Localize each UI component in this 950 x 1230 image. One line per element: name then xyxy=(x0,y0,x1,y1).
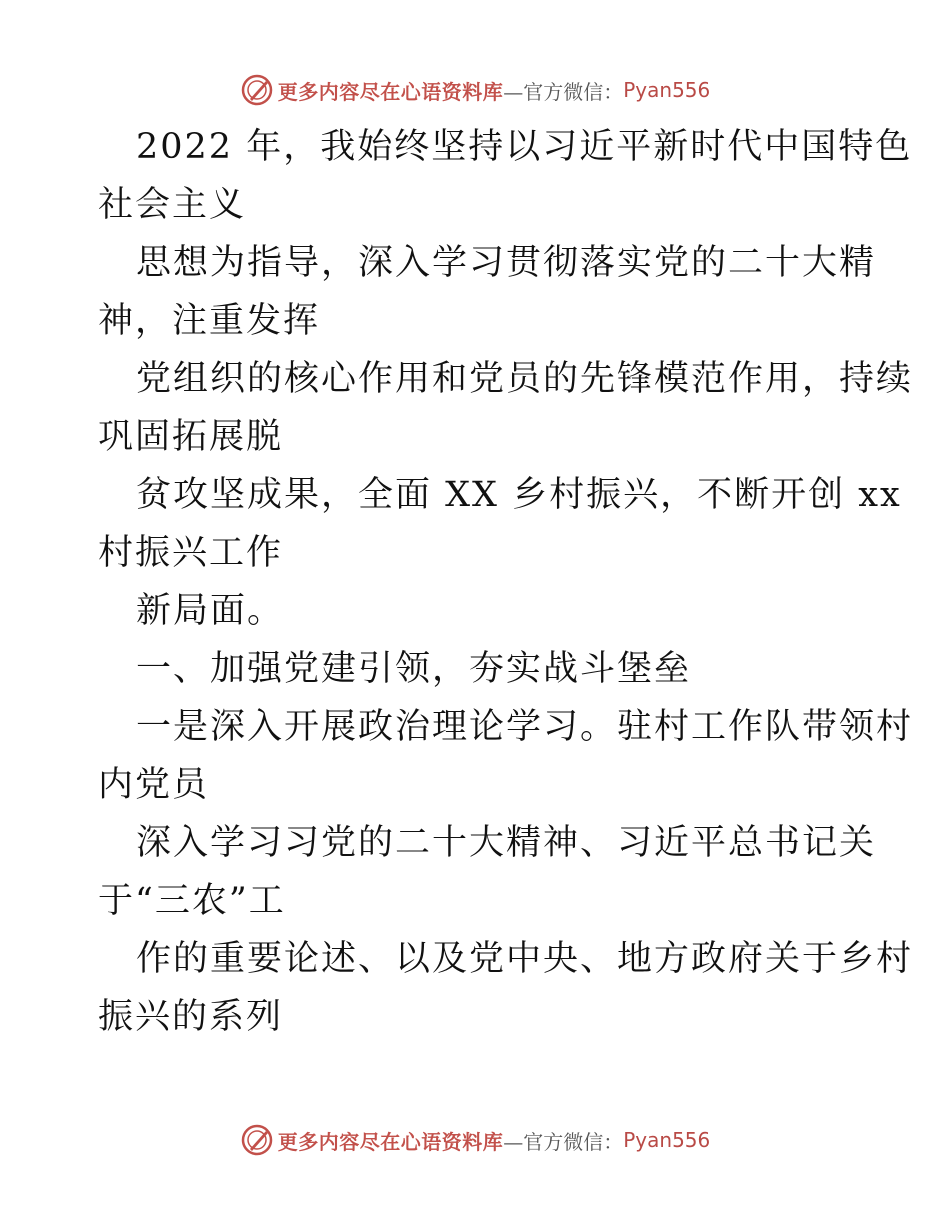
text-line: 2022 年，我始终坚持以习近平新时代中国特色 xyxy=(136,127,913,167)
watermark-separator: —官方微信： xyxy=(503,79,624,104)
text-line: 党组织的核心作用和党员的先锋模范作用，持续 xyxy=(136,359,914,399)
text-line: 社会主义 xyxy=(98,185,247,225)
pen-logo-icon xyxy=(240,73,274,107)
pen-logo-icon xyxy=(240,1123,274,1157)
footer-watermark xyxy=(0,1120,950,1160)
watermark-wechat-id: Pyan556 xyxy=(623,78,711,102)
watermark-separator: —官方微信： xyxy=(503,1129,624,1154)
text-line: 一是深入开展政治理论学习。驻村工作队带领村 xyxy=(136,707,914,747)
text-line: 深入学习习党的二十大精神、习近平总书记关 xyxy=(136,823,877,863)
text-line: 神，注重发挥 xyxy=(98,301,321,341)
text-line: 贫攻坚成果，全面 XX 乡村振兴，不断开创 xx xyxy=(136,475,902,515)
watermark-wechat-id: Pyan556 xyxy=(623,1128,711,1152)
text-line: 新局面。 xyxy=(136,591,285,631)
text-line: 内党员 xyxy=(98,765,210,805)
watermark-text: 更多内容尽在心语资料库 xyxy=(277,79,504,104)
text-line: 于“三农”工 xyxy=(98,881,286,921)
text-line: 振兴的系列 xyxy=(98,997,284,1037)
text-line: 巩固拓展脱 xyxy=(98,417,284,457)
text-line: 村振兴工作 xyxy=(98,533,284,573)
document-body xyxy=(98,118,914,1046)
section-heading: 一、加强党建引领，夯实战斗堡垒 xyxy=(136,649,692,689)
text-line: 作的重要论述、以及党中央、地方政府关于乡村 xyxy=(136,939,914,979)
watermark-text: 更多内容尽在心语资料库 xyxy=(277,1129,504,1154)
text-line: 思想为指导，深入学习贯彻落实党的二十大精 xyxy=(136,243,877,283)
header-watermark xyxy=(0,70,950,110)
